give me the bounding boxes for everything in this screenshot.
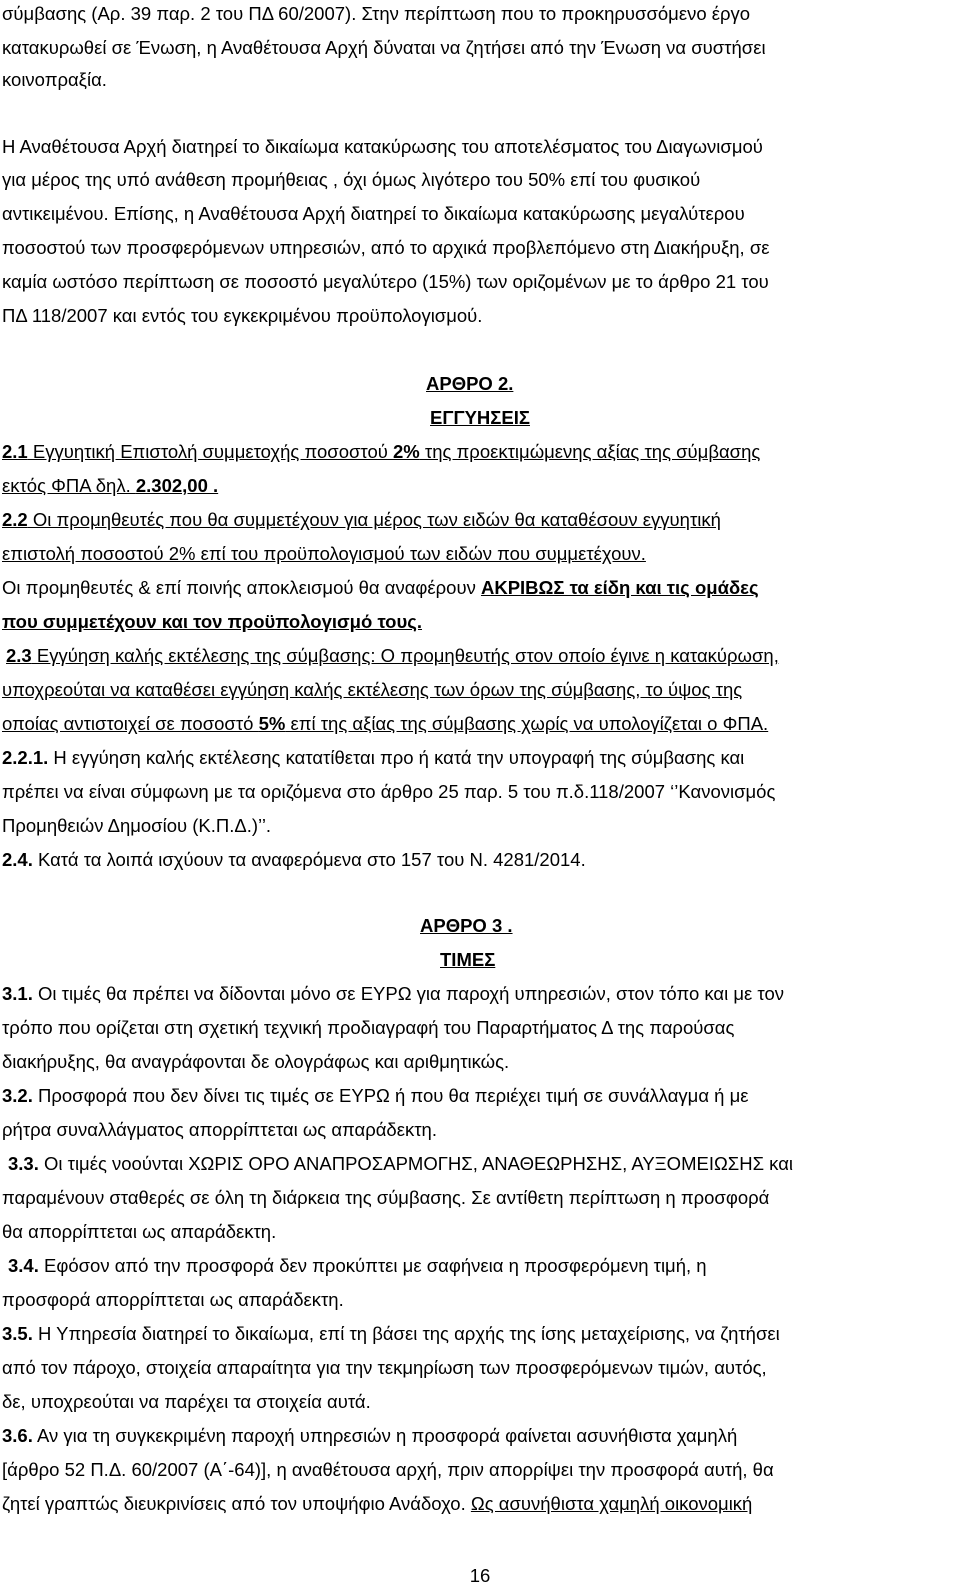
section-number: 2.3: [6, 645, 32, 666]
section-emphasis: 2%: [393, 441, 420, 462]
page-number: 16: [469, 1565, 491, 1586]
article-title-text: ΕΓΓΥΗΣΕΙΣ: [430, 407, 530, 428]
article-heading-text: ΑΡΘΡΟ 3 .: [420, 915, 513, 936]
article-heading: [420, 914, 513, 938]
section-2-3: [6, 644, 779, 668]
text-line: κατακυρωθεί σε Ένωση, η Αναθέτουσα Αρχή δύναται να ζητήσει από την Ένωση να συστήσει: [2, 37, 766, 58]
section-number: 2.2: [2, 509, 28, 530]
section-number: 3.1.: [2, 983, 33, 1004]
text-line: καμία ωστόσο περίπτωση σε ποσοστό μεγαλύτερο (15%) των οριζομένων με το άρθρο 21 του: [2, 271, 769, 292]
article-title-text: ΤΙΜΕΣ: [440, 949, 496, 970]
section-3-2-cont: ρήτρα συναλλάγματος απορρίπτεται ως απαράδεκτη.: [2, 1119, 437, 1140]
section-3-4: [8, 1254, 707, 1278]
section-text: Εφόσον από την προσφορά δεν προκύπτει με σαφήνεια η προσφερόμενη τιμή, η: [38, 1255, 707, 1276]
section-text: Οι τιμές νοούνται ΧΩΡΙΣ ΟΡΟ ΑΝΑΠΡΟΣΑΡΜΟΓΗΣ, ΑΝΑΘΕΩΡΗΣΗΣ, ΑΥΞΟΜΕΙΩΣΗΣ και: [38, 1153, 793, 1174]
text-line: σύμβασης (Αρ. 39 παρ. 2 του ΠΔ 60/2007). Στην περίπτωση που το προκηρυσσόμενο έργο: [2, 3, 751, 24]
section-text: Προσφορά που δεν δίνει τις τιμές σε ΕΥΡΩ ή που θα περιέχει τιμή σε συνάλλαγμα ή με: [32, 1085, 749, 1106]
section-emphasis: που συμμετέχουν και τον προϋπολογισμό τους.: [2, 611, 423, 632]
section-3-5-cont2: δε, υποχρεούται να παρέχει τα στοιχεία αυτά.: [2, 1391, 371, 1412]
section-3-3-cont: παραμένουν σταθερές σε όλη τη διάρκεια της σύμβασης. Σε αντίθετη περίπτωση η προσφορά: [2, 1187, 770, 1208]
article-heading-text: ΑΡΘΡΟ 2.: [426, 373, 514, 394]
section-emphasis: 2.302,00 .: [135, 475, 219, 496]
section-number: 3.4.: [8, 1255, 39, 1276]
section-3-1-cont2: διακήρυξης, θα αναγράφονται δε ολογράφως και αριθμητικώς.: [2, 1051, 510, 1072]
section-2-2-1-cont: πρέπει να είναι σύμφωνη με τα οριζόμενα στο άρθρο 25 παρ. 5 του π.δ.118/2007 ‘’Κανονισμός: [2, 781, 776, 802]
section-text: Οι τιμές θα πρέπει να δίδονται μόνο σε ΕΥΡΩ για παροχή υπηρεσιών, στον τόπο και με τον: [32, 983, 784, 1004]
section-text: Κατά τα λοιπά ισχύουν τα αναφερόμενα στο 157 του Ν. 4281/2014.: [32, 849, 586, 870]
section-3-2: [2, 1084, 749, 1108]
section-3-1-cont: τρόπο που ορίζεται στη σχετική τεχνική προδιαγραφή του Παραρτήματος Δ της παρούσας: [2, 1017, 735, 1038]
text-line: για μέρος της υπό ανάθεση προμήθειας , όχι όμως λιγότερο του 50% επί του φυσικού: [2, 169, 701, 190]
section-3-6: [2, 1424, 737, 1448]
section-number: 2.2.1.: [2, 747, 49, 768]
section-3-6-cont: [άρθρο 52 Π.Δ. 60/2007 (Α΄-64)], η αναθέτουσα αρχή, πριν απορρίψει την προσφορά αυτή, θα: [2, 1459, 774, 1480]
section-2-2-1: [2, 746, 744, 770]
article-heading: [426, 372, 513, 396]
text-line: κοινοπραξία.: [2, 69, 107, 90]
section-text: Εγγύηση καλής εκτέλεσης της σύμβασης: Ο προμηθευτής στον οποίο έγινε η κατακύρωση,: [31, 645, 779, 666]
section-number: 3.5.: [2, 1323, 33, 1344]
section-text: Η εγγύηση καλής εκτέλεσης κατατίθεται προ ή κατά την υπογραφή της σύμβασης και: [48, 747, 745, 768]
article-title: [430, 406, 530, 430]
section-number: 3.2.: [2, 1085, 33, 1106]
text-line: ποσοστού των προσφερόμενων υπηρεσιών, από το αρχικά προβλεπόμενο στη Διακήρυξη, σε: [2, 237, 770, 258]
section-2-2-cont: επιστολή ποσοστού 2% επί του προϋπολογισμού των ειδών που συμμετέχουν.: [2, 543, 646, 564]
section-text: Οι προμηθευτές που θα συμμετέχουν για μέρος των ειδών θα καταθέσουν εγγυητική: [27, 509, 721, 530]
section-text: της προεκτιμώμενης αξίας της σύμβασης: [419, 441, 761, 462]
section-3-3: [8, 1152, 793, 1176]
section-2-4: [2, 848, 586, 872]
section-text: Αν για τη συγκεκριμένη παροχή υπηρεσιών η προσφορά φαίνεται ασυνήθιστα χαμηλή: [32, 1425, 738, 1446]
section-emphasis: ΑΚΡΙΒΩΣ τα είδη και τις ομάδες: [480, 577, 759, 598]
section-2-2-note-cont: [2, 610, 422, 634]
section-3-3-cont2: θα απορρίπτεται ως απαράδεκτη.: [2, 1221, 277, 1242]
section-text: Ως ασυνήθιστα χαμηλή οικονομική: [470, 1493, 753, 1514]
section-emphasis: 5%: [258, 713, 286, 734]
text-line: Η Αναθέτουσα Αρχή διατηρεί το δικαίωμα κατακύρωσης του αποτελέσματος του Διαγωνισμού: [2, 136, 763, 157]
section-3-6-cont2: [2, 1492, 752, 1516]
section-number: 3.3.: [8, 1153, 39, 1174]
section-text: οποίας αντιστοιχεί σε ποσοστό: [2, 713, 259, 734]
section-2-2: [2, 508, 721, 532]
section-text: Οι προμηθευτές & επί ποινής αποκλεισμού θα αναφέρουν: [2, 577, 481, 598]
section-3-5: [2, 1322, 780, 1346]
section-3-5-cont: από τον πάροχο, στοιχεία απαραίτητα για την τεκμηρίωση των προσφερόμενων τιμών, αυτός,: [2, 1357, 767, 1378]
section-2-2-1-cont2: Προμηθειών Δημοσίου (Κ.Π.Δ.)’’.: [2, 815, 272, 836]
section-2-3-cont2: [2, 712, 768, 736]
section-2-1-cont: [2, 474, 218, 498]
article-title: [440, 948, 495, 972]
section-number: 2.4.: [2, 849, 33, 870]
text-line: αντικειμένου. Επίσης, η Αναθέτουσα Αρχή διατηρεί το δικαίωμα κατακύρωσης μεγαλύτερου: [2, 203, 745, 224]
section-2-2-note: [2, 576, 759, 600]
section-text: επί της αξίας της σύμβασης χωρίς να υπολογίζεται ο ΦΠΑ.: [285, 713, 769, 734]
section-number: 3.6.: [2, 1425, 33, 1446]
section-2-3-cont: υποχρεούται να καταθέσει εγγύηση καλής εκτέλεσης των όρων της σύμβασης, το ύψος της: [2, 679, 743, 700]
section-text: Η Υπηρεσία διατηρεί το δικαίωμα, επί τη βάσει της αρχής της ίσης μεταχείρισης, να ζητήσει: [32, 1323, 780, 1344]
section-text: ζητεί γραπτώς διευκρινίσεις από τον υποψήφιο Ανάδοχο.: [2, 1493, 471, 1514]
section-3-4-cont: προσφορά απορρίπτεται ως απαράδεκτη.: [2, 1289, 344, 1310]
section-text: εκτός ΦΠΑ δηλ.: [2, 475, 136, 496]
section-number: 2.1: [2, 441, 28, 462]
section-2-1: [2, 440, 760, 464]
text-line: ΠΔ 118/2007 και εντός του εγκεκριμένου προϋπολογισμού.: [2, 305, 483, 326]
section-text: Εγγυητική Επιστολή συμμετοχής ποσοστού: [27, 441, 393, 462]
section-3-1: [2, 982, 784, 1006]
